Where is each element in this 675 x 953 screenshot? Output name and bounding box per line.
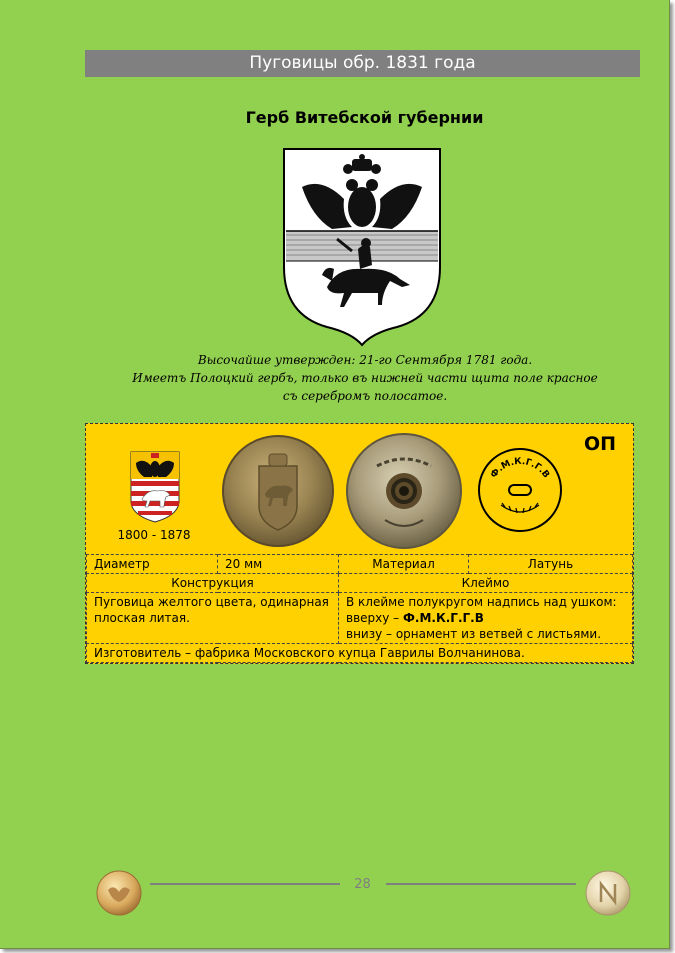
vitebsk-coat-of-arms-image [282,147,442,347]
footer-rule-left [150,883,340,885]
button-reverse-image [345,432,463,550]
years-label: 1800 - 1878 [117,528,191,542]
construction-text: Пуговица желтого цвета, одинарная плоская литая. [87,593,339,644]
mark-line: В клейме полукругом надпись над ушком: [346,595,617,609]
mark-line: внизу – орнамент из ветвей с листьями. [346,627,602,641]
page-header [85,50,640,77]
coat-of-arms-caption [120,351,610,405]
small-coat-of-arms-icon [130,451,180,523]
header-title: Пуговицы обр. 1831 года [249,53,476,73]
diameter-label: Диаметр [87,555,218,574]
footer-rule-right [386,883,576,885]
mark-line [346,610,625,626]
material-label: Материал [339,555,469,574]
spec-table [86,554,633,663]
caption-line: Имеетъ Полоцкий гербъ, только въ нижней части щита поле красное [132,371,598,385]
diameter-value: 20 мм [218,555,339,574]
page-number: 28 [354,877,371,892]
button-obverse-image [221,434,335,548]
caption-line: Высочайше утвержден: 21-го Сентября 1781 года. [197,353,533,367]
maker-text: Изготовитель – фабрика Московского купца Гаврилы Волчанинова. [87,644,633,663]
mark-line-prefix: вверху – [346,611,403,625]
mark-label: Клеймо [339,574,633,593]
button-info-card [85,423,634,664]
caption-line: съ серебромъ полосатое. [282,389,448,403]
mark-description [339,593,633,644]
mark-inscription: Ф.М.К.Г.Г.В [402,611,484,625]
footer-silver-coin-icon [585,870,631,916]
maker-stamp-drawing [477,447,563,533]
material-value: Латунь [469,555,633,574]
stamp-text: Ф.М.К.Г.Г.В [489,456,551,481]
svg-text:Ф.М.К.Г.Г.В [489,457,551,481]
rarity-badge: ОП [584,433,617,455]
construction-label: Конструкция [87,574,339,593]
section-title: Герб Витебской губернии [245,108,484,127]
footer-gold-coin-icon [96,870,142,916]
